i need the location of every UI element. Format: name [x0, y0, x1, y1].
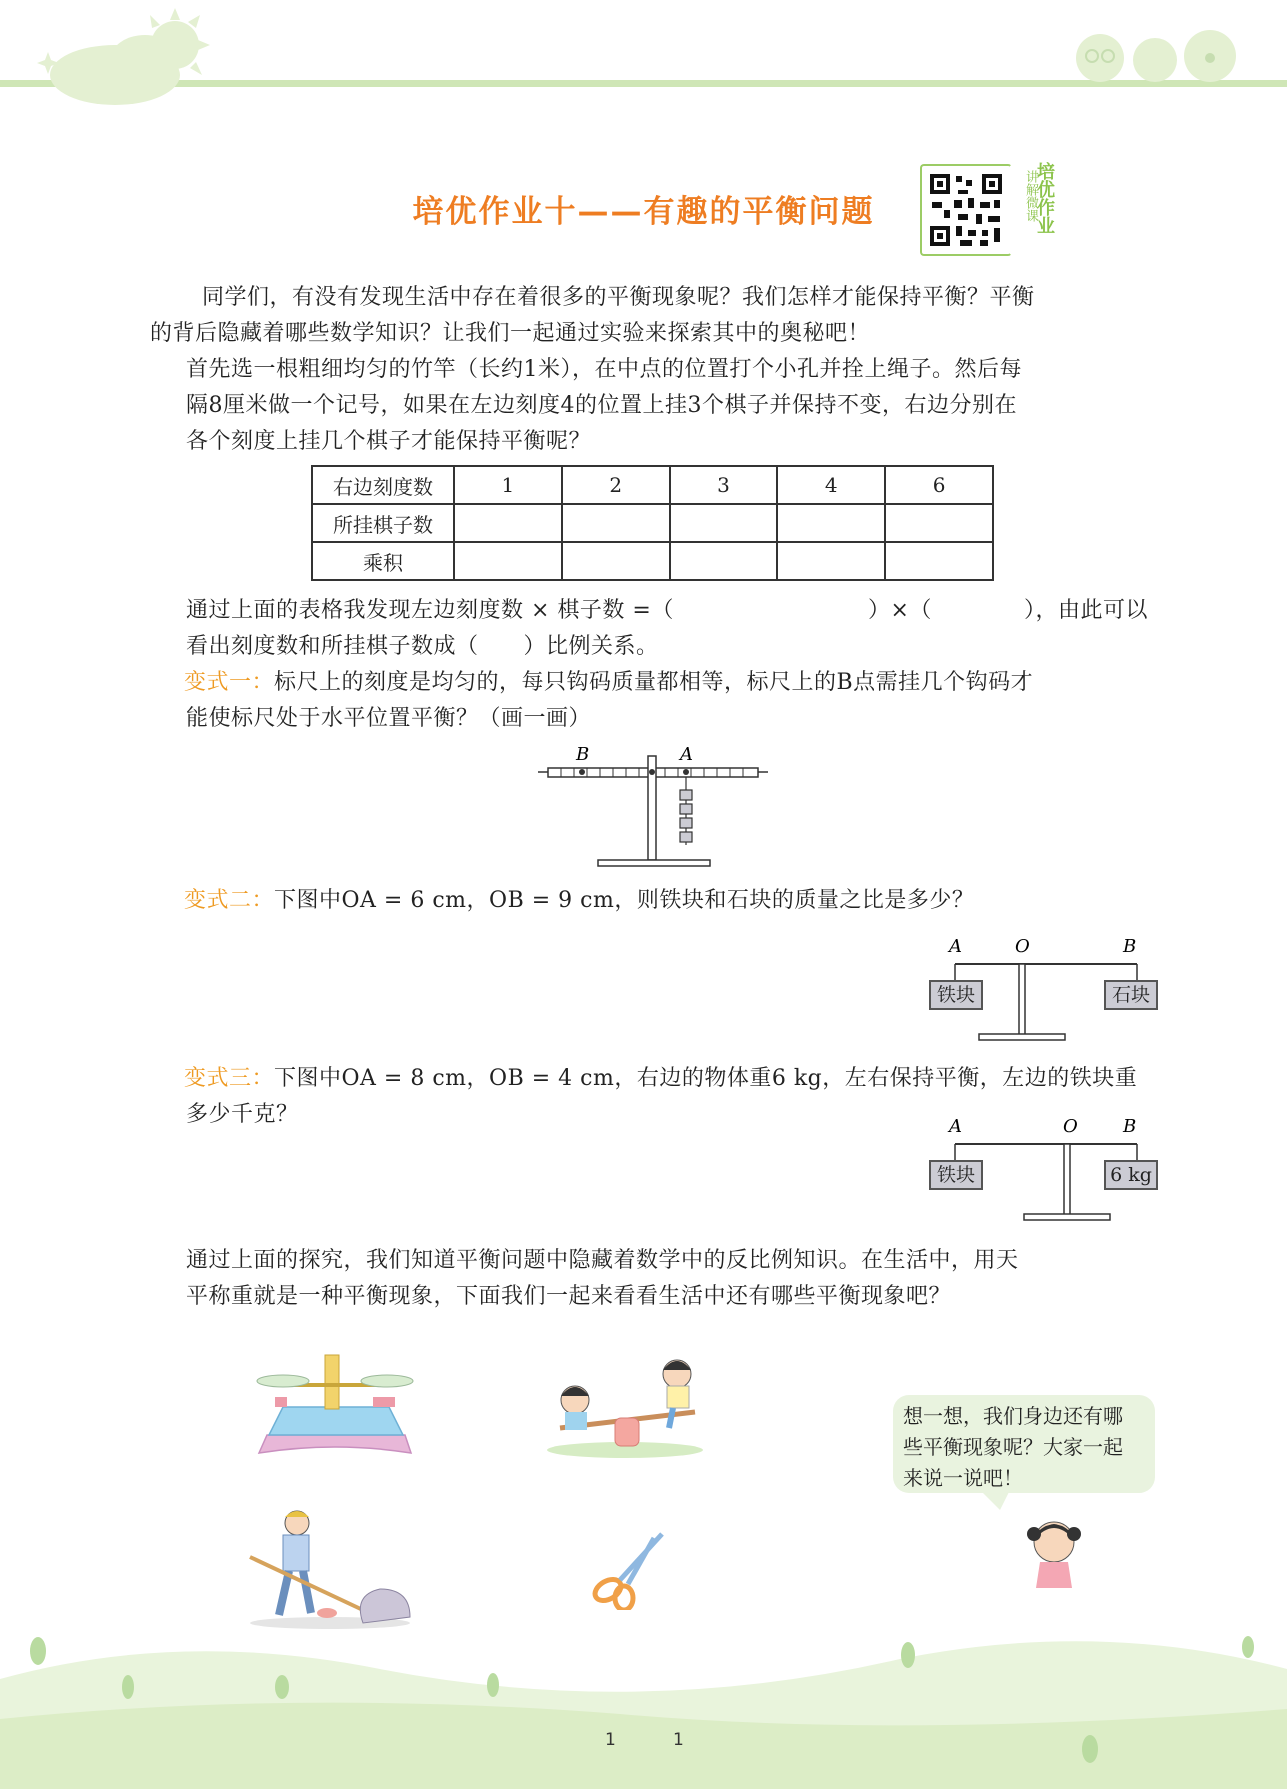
iron-block: 铁块	[929, 980, 983, 1010]
speech-bubble	[893, 1395, 1155, 1493]
page-number-right: 1	[673, 1730, 684, 1750]
answer-cell[interactable]	[454, 504, 562, 542]
label-a: A	[680, 744, 693, 765]
bubble-line-2: 些平衡现象呢？大家一起	[903, 1435, 1123, 1459]
row-header: 乘积	[312, 542, 454, 580]
iron-block: 铁块	[929, 1160, 983, 1190]
lever-diagram-1	[530, 740, 780, 875]
answer-cell[interactable]	[562, 504, 670, 542]
table-row	[312, 504, 993, 542]
conclusion-line-2: 平称重就是一种平衡现象，下面我们一起来看看生活中还有哪些平衡现象吧？	[186, 1284, 952, 1309]
finding-line-1b: ）×（	[868, 598, 932, 623]
variant3-line-1: 变式三：下图中OA = 8 cm，OB = 4 cm，右边的物体重6 kg，左右保持平衡，左边的铁块重	[184, 1066, 1138, 1091]
page-title: 培优作业十——有趣的平衡问题	[412, 194, 875, 230]
task-line-2: 隔8厘米做一个记号，如果在左边刻度4的位置上挂3个棋子并保持不变，右边分别在	[186, 393, 1017, 418]
label-a: A	[949, 936, 962, 957]
variant3-line-2: 多少千克？	[186, 1102, 299, 1127]
table-cell: 6	[885, 466, 993, 504]
variant3-label: 变式三：	[184, 1066, 275, 1091]
qr-caption-small: 讲解微课	[1023, 170, 1038, 222]
girl-avatar	[1020, 1510, 1090, 1590]
seesaw-illustration	[545, 1350, 705, 1460]
table-cell: 2	[562, 466, 670, 504]
bubble-tail	[980, 1490, 1020, 1514]
label-o: O	[1015, 936, 1030, 957]
data-table	[311, 465, 994, 581]
intro-line-2: 的背后隐藏着哪些数学知识？让我们一起通过实验来探索其中的奥秘吧！	[150, 321, 871, 346]
label-b: B	[576, 744, 590, 765]
label-a: A	[949, 1116, 962, 1137]
answer-cell[interactable]	[885, 542, 993, 580]
row-header: 所挂棋子数	[312, 504, 454, 542]
variant1-label: 变式一：	[184, 670, 275, 695]
task-line-3: 各个刻度上挂几个棋子才能保持平衡呢？	[186, 429, 592, 454]
finding-line-2: 看出刻度数和所挂棋子数成（ ）比例关系。	[186, 634, 659, 659]
qr-caption-big: 培优作业	[1034, 162, 1055, 234]
bubble-line-1: 想一想，我们身边还有哪	[903, 1404, 1123, 1428]
answer-cell[interactable]	[777, 542, 885, 580]
bubble-line-3: 来说一说吧！	[903, 1466, 1023, 1490]
variant1-line-2: 能使标尺处于水平位置平衡？（画一画）	[186, 706, 592, 731]
table-cell: 1	[454, 466, 562, 504]
answer-cell[interactable]	[454, 542, 562, 580]
label-b: B	[1123, 1116, 1137, 1137]
conclusion-line-1: 通过上面的探究，我们知道平衡问题中隐藏着数学中的反比例知识。在生活中，用天	[186, 1248, 1019, 1273]
answer-cell[interactable]	[562, 542, 670, 580]
finding-line-1c: ），由此可以	[1024, 598, 1149, 623]
cloud-sun-decoration	[20, 0, 220, 115]
table-cell: 3	[670, 466, 778, 504]
scissors-icon	[590, 1530, 670, 1610]
point-a-marker	[683, 769, 689, 775]
point-b-marker	[579, 769, 585, 775]
stone-block: 石块	[1104, 980, 1158, 1010]
balance-scale-illustration	[255, 1345, 415, 1460]
answer-cell[interactable]	[885, 504, 993, 542]
row-header: 右边刻度数	[312, 466, 454, 504]
label-b: B	[1123, 936, 1137, 957]
qr-frame	[920, 164, 1012, 256]
table-row	[312, 466, 993, 504]
weight-block: 6 kg	[1104, 1160, 1158, 1190]
table-cell: 4	[777, 466, 885, 504]
answer-cell[interactable]	[670, 504, 778, 542]
table-row	[312, 542, 993, 580]
variant2-label: 变式二：	[184, 888, 275, 913]
finding-line-1a: 通过上面的表格我发现左边刻度数 × 棋子数 =（	[186, 598, 674, 623]
task-line-1: 首先选一根粗细均匀的竹竿（长约1米），在中点的位置打个小孔并拴上绳子。然后每	[186, 357, 1022, 382]
intro-line-1: 同学们，有没有发现生活中存在着很多的平衡现象呢？我们怎样才能保持平衡？平衡	[202, 285, 1035, 310]
label-o: O	[1063, 1116, 1078, 1137]
variant2-line: 变式二：下图中OA = 6 cm，OB = 9 cm，则铁块和石块的质量之比是多少？	[184, 888, 975, 913]
answer-cell[interactable]	[670, 542, 778, 580]
animal-faces-decoration	[1060, 20, 1260, 85]
variant1-line-1: 变式一：标尺上的刻度是均匀的，每只钩码质量都相等，标尺上的B点需挂几个钩码才	[184, 670, 1034, 695]
hills-decoration	[0, 1609, 1287, 1789]
page-number-left: 1	[605, 1730, 616, 1750]
answer-cell[interactable]	[777, 504, 885, 542]
